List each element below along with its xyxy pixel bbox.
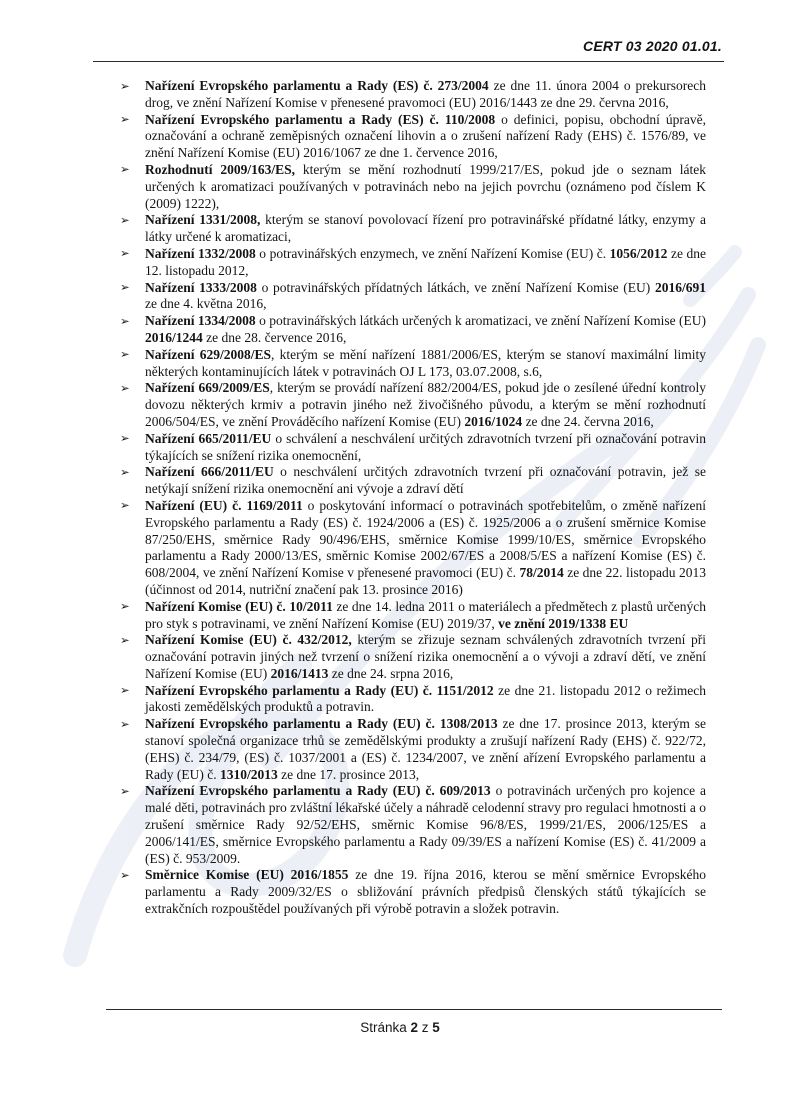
regulation-item: [120, 431, 706, 465]
list-arrow-icon: ➢: [120, 433, 130, 446]
regulation-text: Rozhodnutí 2009/163/ES, kterým se mění rozhodnutí 1999/217/ES, pokud jde o seznam látek určených k aromatizaci používaných v potravinách nebo na jejich povrchu (oznámeno pod číslem K (2009) 1222),: [145, 161, 706, 211]
regulation-item: [120, 246, 706, 280]
header-divider: [93, 61, 724, 62]
regulation-item: [120, 599, 706, 633]
regulation-text: Nařízení Evropského parlamentu a Rady (EU) č. 1308/2013 ze dne 17. prosince 2013, kterým se stanoví společná organizace trhů se zemědělskými produkty a zrušují nařízení Rady (EHS) č. 922/72, (EHS) č. 234/79, (ES) č. 1037/2001 a (ES) č. 1234/2007, ve znění ařízení Evropského parlamentu a Rady (EU) č. 1310/2013 ze dne 17. prosince 2013,: [145, 716, 706, 782]
list-arrow-icon: ➢: [120, 214, 130, 227]
regulation-item: [120, 162, 706, 212]
regulation-item: [120, 112, 706, 162]
regulation-text: Nařízení Evropského parlamentu a Rady (ES) č. 273/2004 ze dne 11. února 2004 o prekursorech drog, ve znění Nařízení Komise v přenesené pravomoci (EU) 2016/1443 ze dne 29. června 2016,: [145, 78, 706, 110]
page-number-label: Stránka 2 z 5: [360, 1020, 440, 1035]
regulation-item: [120, 380, 706, 430]
list-arrow-icon: ➢: [120, 315, 130, 328]
list-arrow-icon: ➢: [120, 601, 130, 614]
regulation-item: [120, 783, 706, 867]
regulation-item: [120, 498, 706, 599]
list-arrow-icon: ➢: [120, 282, 130, 295]
regulation-text: Nařízení 666/2011/EU o neschválení určitých zdravotních tvrzení při označování potravin, jež se netýkají snížení rizika onemocnění ani vývoje a zdraví dětí: [145, 464, 706, 497]
list-arrow-icon: ➢: [120, 164, 130, 177]
regulation-text: Nařízení Komise (EU) č. 432/2012, kterým se zřizuje seznam schválených zdravotních tvrzení při označování potravin jiných než tvrzení o snížení rizika onemocnění a o vývoji a zdraví dětí, ve znění Nařízení Komise (EU) 2016/1413 ze dne 24. srpna 2016,: [145, 632, 706, 681]
regulation-item: [120, 464, 706, 498]
regulation-text: Nařízení 1334/2008 o potravinářských látkách určených k aromatizaci, ve znění Nařízení Komise (EU) 2016/1244 ze dne 28. července 2016,: [145, 313, 706, 345]
regulation-text: Nařízení 665/2011/EU o schválení a neschválení určitých zdravotních tvrzení při označování potravin týkajících se snížení rizika onemocnění,: [145, 430, 707, 463]
list-arrow-icon: ➢: [120, 869, 130, 882]
regulation-text: Nařízení 669/2009/ES, kterým se provádí nařízení 882/2004/ES, pokud jde o zesílené úřední kontroly dovozu některých krmiv a potravin jiného než živočišného původu, a kterým se mění rozhodnutí 2006/504/ES, ve znění Prováděcího nařízení Komise (EU) 2016/1024 ze dne 24. června 2016,: [145, 380, 707, 429]
regulation-text: Nařízení Evropského parlamentu a Rady (EU) č. 609/2013 o potravinách určených pro kojence a malé děti, potravinách pro zvláštní lékařské účely a náhradě celodenní stravy pro regulaci hmotnosti a o zrušení směrnice Rady 92/52/EHS, směrnic Komise 96/8/ES, 1999/21/ES, 2006/125/ES a 2006/141/ES, směrnice Evropského parlamentu a Rady 09/39/ES a nařízení Komise (ES) č. 41/2009 a (ES) č. 953/2009.: [145, 783, 706, 866]
list-arrow-icon: ➢: [120, 349, 130, 362]
regulation-text: Nařízení Evropského parlamentu a Rady (EU) č. 1151/2012 ze dne 21. listopadu 2012 o režimech jakosti zemědělských produktů a potravin.: [145, 682, 706, 715]
regulation-text: Směrnice Komise (EU) 2016/1855 ze dne 19. října 2016, kterou se mění směrnice Evropského parlamentu a Rady 2009/32/ES o sbližování právních předpisů členských států týkajících se extrakčních rozpouštědel používaných při výrobě potravin a složek potravin.: [145, 867, 707, 917]
regulation-item: [120, 867, 706, 917]
regulation-item: [120, 347, 706, 381]
regulation-item: [120, 632, 706, 682]
regulation-item: [120, 683, 706, 717]
regulation-item: [120, 716, 706, 783]
list-arrow-icon: ➢: [120, 80, 130, 93]
regulation-item: [120, 280, 706, 314]
list-arrow-icon: ➢: [120, 382, 130, 395]
regulation-text: Nařízení 1332/2008 o potravinářských enzymech, ve znění Nařízení Komise (EU) č. 1056/2012 ze dne 12. listopadu 2012,: [145, 245, 706, 278]
regulation-item: [120, 212, 706, 246]
list-arrow-icon: ➢: [120, 248, 130, 261]
document-code: CERT 03 2020 01.01.: [583, 38, 722, 54]
list-arrow-icon: ➢: [120, 500, 130, 513]
list-arrow-icon: ➢: [120, 114, 130, 127]
list-arrow-icon: ➢: [120, 685, 130, 698]
regulation-text: Nařízení 629/2008/ES, kterým se mění nařízení 1881/2006/ES, kterým se stanoví maximální limity některých kontaminujících látek v potravinách OJ L 173, 03.07.2008, s.6,: [145, 346, 707, 379]
regulation-text: Nařízení 1331/2008, kterým se stanoví povolovací řízení pro potravinářské přídatné látky, enzymy a látky určené k aromatizaci,: [145, 212, 706, 245]
list-arrow-icon: ➢: [120, 466, 130, 479]
list-arrow-icon: ➢: [120, 634, 130, 647]
regulation-text: Nařízení Evropského parlamentu a Rady (ES) č. 110/2008 o definici, popisu, obchodní úpravě, označování a ochraně zeměpisných označení lihovin a o zrušení nařízení Rady (EHS) č. 1576/89, ve znění Nařízení Komise (EU) 2016/1067 ze dne 1. července 2016,: [145, 111, 706, 161]
regulation-item: [120, 78, 706, 112]
regulation-text: Nařízení 1333/2008 o potravinářských přídatných látkách, ve znění Nařízení Komise (EU) 2016/691 ze dne 4. května 2016,: [145, 279, 706, 312]
regulation-text: Nařízení Komise (EU) č. 10/2011 ze dne 14. ledna 2011 o materiálech a předmětech z plastů určených pro styk s potravinami, ve znění Nařízení Komise (EU) 2019/37, ve znění 2019/1338 EU: [145, 598, 706, 631]
regulation-list: [120, 78, 706, 918]
list-arrow-icon: ➢: [120, 718, 130, 731]
regulation-text: Nařízení (EU) č. 1169/2011 o poskytování informací o potravinách spotřebitelům, o změně nařízení Evropského parlamentu a Rady (ES) č. 1924/2006 a (ES) č. 1925/2006 a o zrušení směrnice Komise 87/250/EHS, směrnice Rady 90/496/EHS, směrnice Komise 1999/10/ES, směrnice Evropského parlamentu a Rady 2000/13/ES, směrnic Komise 2002/67/ES a 2008/5/ES a nařízení Komise (ES) č. 608/2004, ve znění Nařízení Komise v přenesené pravomoci (EU) č. 78/2014 ze dne 22. listopadu 2013 (účinnost od 2014, nutriční značení pak 13. prosince 2016): [145, 497, 706, 597]
footer-divider: [106, 1009, 722, 1010]
regulation-item: [120, 313, 706, 347]
list-arrow-icon: ➢: [120, 785, 130, 798]
